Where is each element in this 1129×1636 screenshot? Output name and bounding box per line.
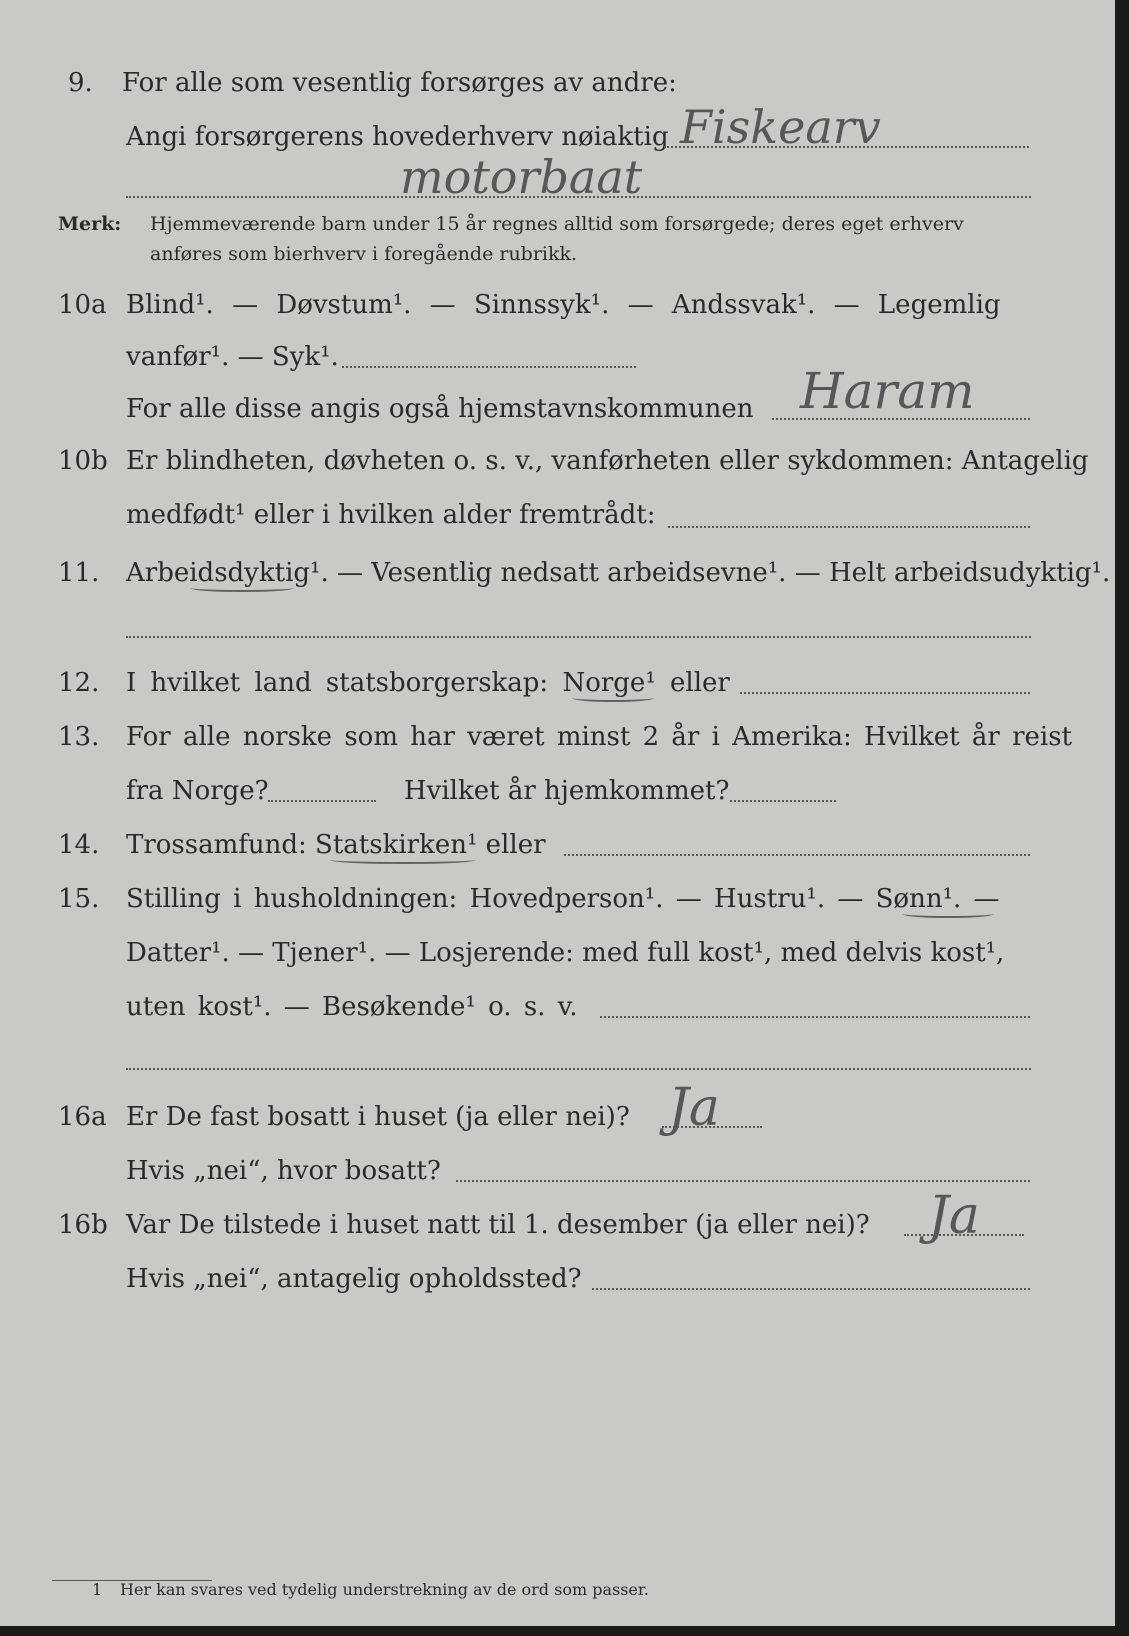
q10a-number: 10a [58,290,107,320]
q11-number: 11. [58,558,100,588]
footnote-mark: 1 [92,1580,103,1599]
q16b-line-2: Hvis „nei“, antagelig opholdssted? [126,1264,582,1294]
q9-label: Angi forsørgerens hovederhverv nøiaktig [126,122,669,152]
footnote-text: Her kan svares ved tydelig understrekning av de ord som passer. [120,1580,649,1599]
q10a-handwritten-answer: Haram [800,362,975,420]
q10b-number: 10b [58,446,108,476]
q10b-line-1: Er blindheten, døvheten o. s. v., vanførheten eller sykdommen: Antagelig [126,446,1089,476]
q12-line-1: I hvilket land statsborgerskap: Norge¹ eller [126,668,730,698]
q15-line-2: Datter¹. — Tjener¹. — Losjerende: med full kost¹, med delvis kost¹, [126,938,1005,968]
q9-number: 9. [68,68,93,98]
q13-hjemkommet-answer-line[interactable] [730,800,836,802]
q16b-line-1: Var De tilstede i huset natt til 1. desember (ja eller nei)? [126,1210,870,1240]
q10a-line-1: Blind¹. — Døvstum¹. — Sinnssyk¹. — Andssvak¹. — Legemlig [126,290,1001,320]
q11-line-1: Arbeidsdyktig¹. — Vesentlig nedsatt arbeidsevne¹. — Helt arbeidsudyktig¹. [126,558,1111,588]
q12-number: 12. [58,668,100,698]
q15-line-1: Stilling i husholdningen: Hovedperson¹. — Hustru¹. — Sønn¹. — [126,884,1000,914]
q16a-bosatt-answer-line[interactable] [456,1180,1030,1182]
q9-title: For alle som vesentlig forsørges av andre: [122,68,677,98]
q15-number: 15. [58,884,100,914]
q12-answer-line[interactable] [740,692,1030,694]
q14-answer-line[interactable] [564,854,1030,856]
q16b-number: 16b [58,1210,108,1240]
q11-answer-line[interactable] [126,636,1031,638]
q16a-number: 16a [58,1102,107,1132]
q9-handwritten-answer-2: motorbaat [400,150,643,204]
q16a-line-2: Hvis „nei“, hvor bosatt? [126,1156,441,1186]
q16a-line-1: Er De fast bosatt i huset (ja eller nei)? [126,1102,630,1132]
q14-statskirken-underline [330,856,476,864]
q10a-syk-answer-line[interactable] [342,366,636,368]
merk-label: Merk: [58,213,122,235]
q15-sonn-underline [902,910,994,918]
q9-handwritten-answer-1: Fiskearv [680,100,881,154]
q15-answer-line-2[interactable] [126,1068,1031,1070]
q15-answer-line[interactable] [600,1016,1030,1018]
q15-line-3: uten kost¹. — Besøkende¹ o. s. v. [126,992,578,1022]
q13-number: 13. [58,722,100,752]
q11-underline-mark [190,584,294,592]
q10b-line-2: medfødt¹ eller i hvilken alder fremtrådt: [126,500,656,530]
q10b-answer-line[interactable] [668,526,1030,528]
q13-reist-answer-line[interactable] [268,800,376,802]
q16a-handwritten-answer: Ja [668,1078,720,1138]
merk-line-1: Hjemmeværende barn under 15 år regnes alltid som forsørgede; deres eget erhverv [150,213,964,235]
q16b-handwritten-answer: Ja [928,1186,980,1246]
q13-line-1: For alle norske som har været minst 2 år i Amerika: Hvilket år reist [126,722,1072,752]
q10a-line-3: For alle disse angis også hjemstavnskommunen [126,394,754,424]
q16b-opholdssted-answer-line[interactable] [592,1288,1030,1290]
q13-line-2a: fra Norge? [126,776,269,806]
q10a-line-2: vanfør¹. — Syk¹. [126,342,339,372]
q12-norge-underline [572,694,654,702]
q13-line-2b: Hvilket år hjemkommet? [404,776,730,806]
q14-line-1: Trossamfund: Statskirken¹ eller [126,830,546,860]
merk-line-2: anføres som bierhverv i foregående rubrikk. [150,243,578,265]
q14-number: 14. [58,830,100,860]
